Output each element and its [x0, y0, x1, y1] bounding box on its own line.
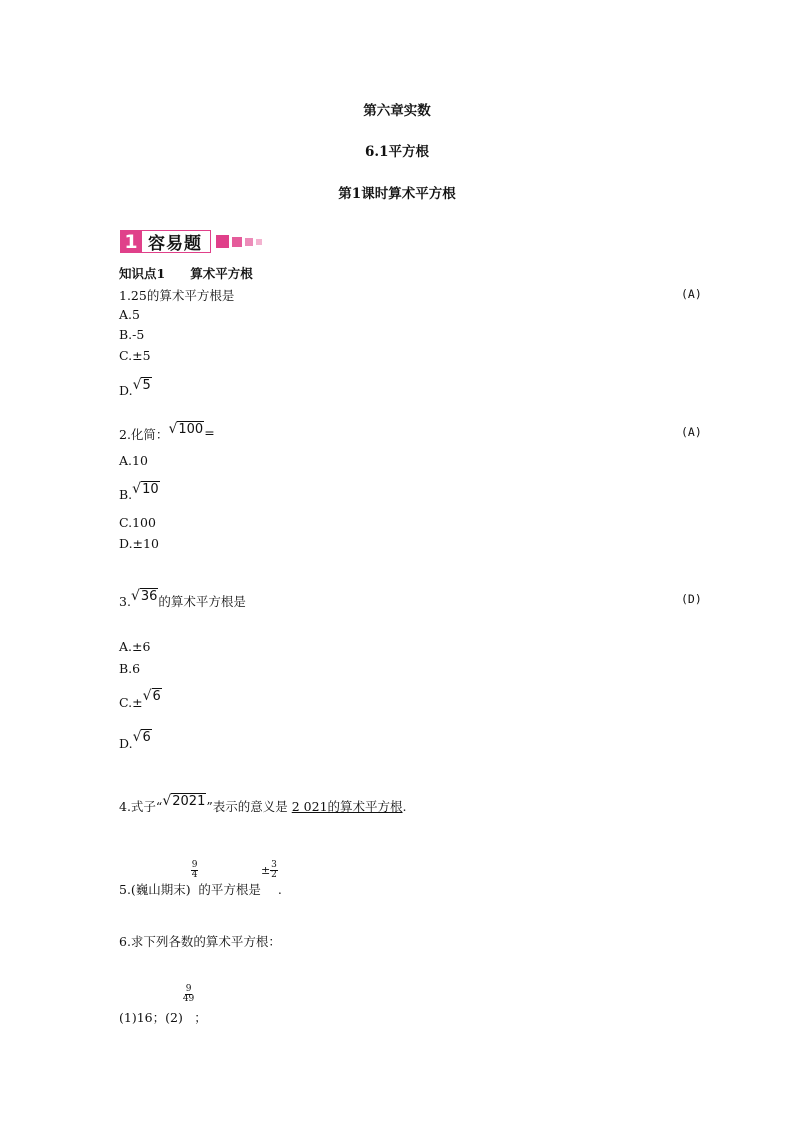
section-title: 6.1平方根 — [365, 144, 429, 160]
q3-stem: 3.√36的算术平方根是 — [119, 588, 246, 609]
q6-stem: 6.求下列各数的算术平方根： — [119, 934, 281, 949]
q2-answer: (A) — [681, 425, 702, 439]
knowledge-point-heading: 知识点1 算术平方根 — [119, 266, 253, 281]
q4-statement: 4.式子“√2021”表示的意义是 2 021的算术平方根. — [119, 793, 407, 814]
q3-option-b: B.6 — [119, 661, 141, 676]
banner-square-icon — [256, 239, 262, 245]
banner-label: 容易题 — [142, 230, 211, 253]
q6-parts: (1)16；(2) $\frac{9}{49}$ ； — [119, 984, 207, 1025]
radical-expression: √36 — [130, 588, 158, 604]
q3-option-d: D.√6 — [119, 729, 151, 751]
radical-expression: √6 — [132, 729, 151, 745]
banner-number: 1 — [120, 230, 142, 253]
q4-answer: 2 021的算术平方根 — [291, 799, 403, 814]
q1-answer: (A) — [681, 287, 702, 301]
radical-expression: √5 — [132, 377, 151, 393]
q2-option-b: B.√10 — [119, 481, 159, 502]
q1-option-a: A.5 — [119, 307, 140, 322]
banner-square-icon — [232, 237, 242, 247]
radical-expression: √100 — [168, 421, 204, 437]
q3-answer: (D) — [681, 592, 702, 606]
radical-expression: √6 — [142, 688, 161, 704]
lesson-title: 第1课时算术平方根 — [338, 186, 456, 202]
q1-option-d: D.√5 — [119, 377, 151, 398]
q5-statement: 5.(巍山期末) $\frac{9}{4}$ 的平方根是 ± $\frac{3}{2}$ . — [119, 860, 282, 897]
q1-option-b: B.-5 — [119, 327, 145, 342]
banner-square-icon — [216, 235, 229, 248]
fraction: $\frac{3}{2}$ — [271, 860, 277, 880]
q5-answer: ± $\frac{3}{2}$ — [260, 860, 277, 880]
q1-stem: 1.25的算术平方根是 — [119, 288, 235, 303]
q2-option-d: D.±10 — [119, 536, 159, 551]
q2-stem: 2.化简：√100= — [119, 421, 215, 442]
banner-square-icon — [245, 238, 253, 246]
q1-option-c: C.±5 — [119, 348, 151, 363]
fraction: $\frac{9}{49}$ — [182, 984, 195, 1004]
chapter-title: 第六章实数 — [363, 103, 431, 119]
q3-option-a: A.±6 — [119, 639, 151, 654]
q3-option-c: C.±√6 — [119, 688, 161, 710]
q2-option-a: A.10 — [119, 453, 148, 468]
radical-expression: √2021 — [162, 793, 206, 809]
fraction: $\frac{9}{4}$ — [191, 860, 198, 880]
radical-expression: √10 — [132, 481, 159, 497]
difficulty-banner — [120, 229, 262, 254]
q2-option-c: C.100 — [119, 515, 156, 530]
